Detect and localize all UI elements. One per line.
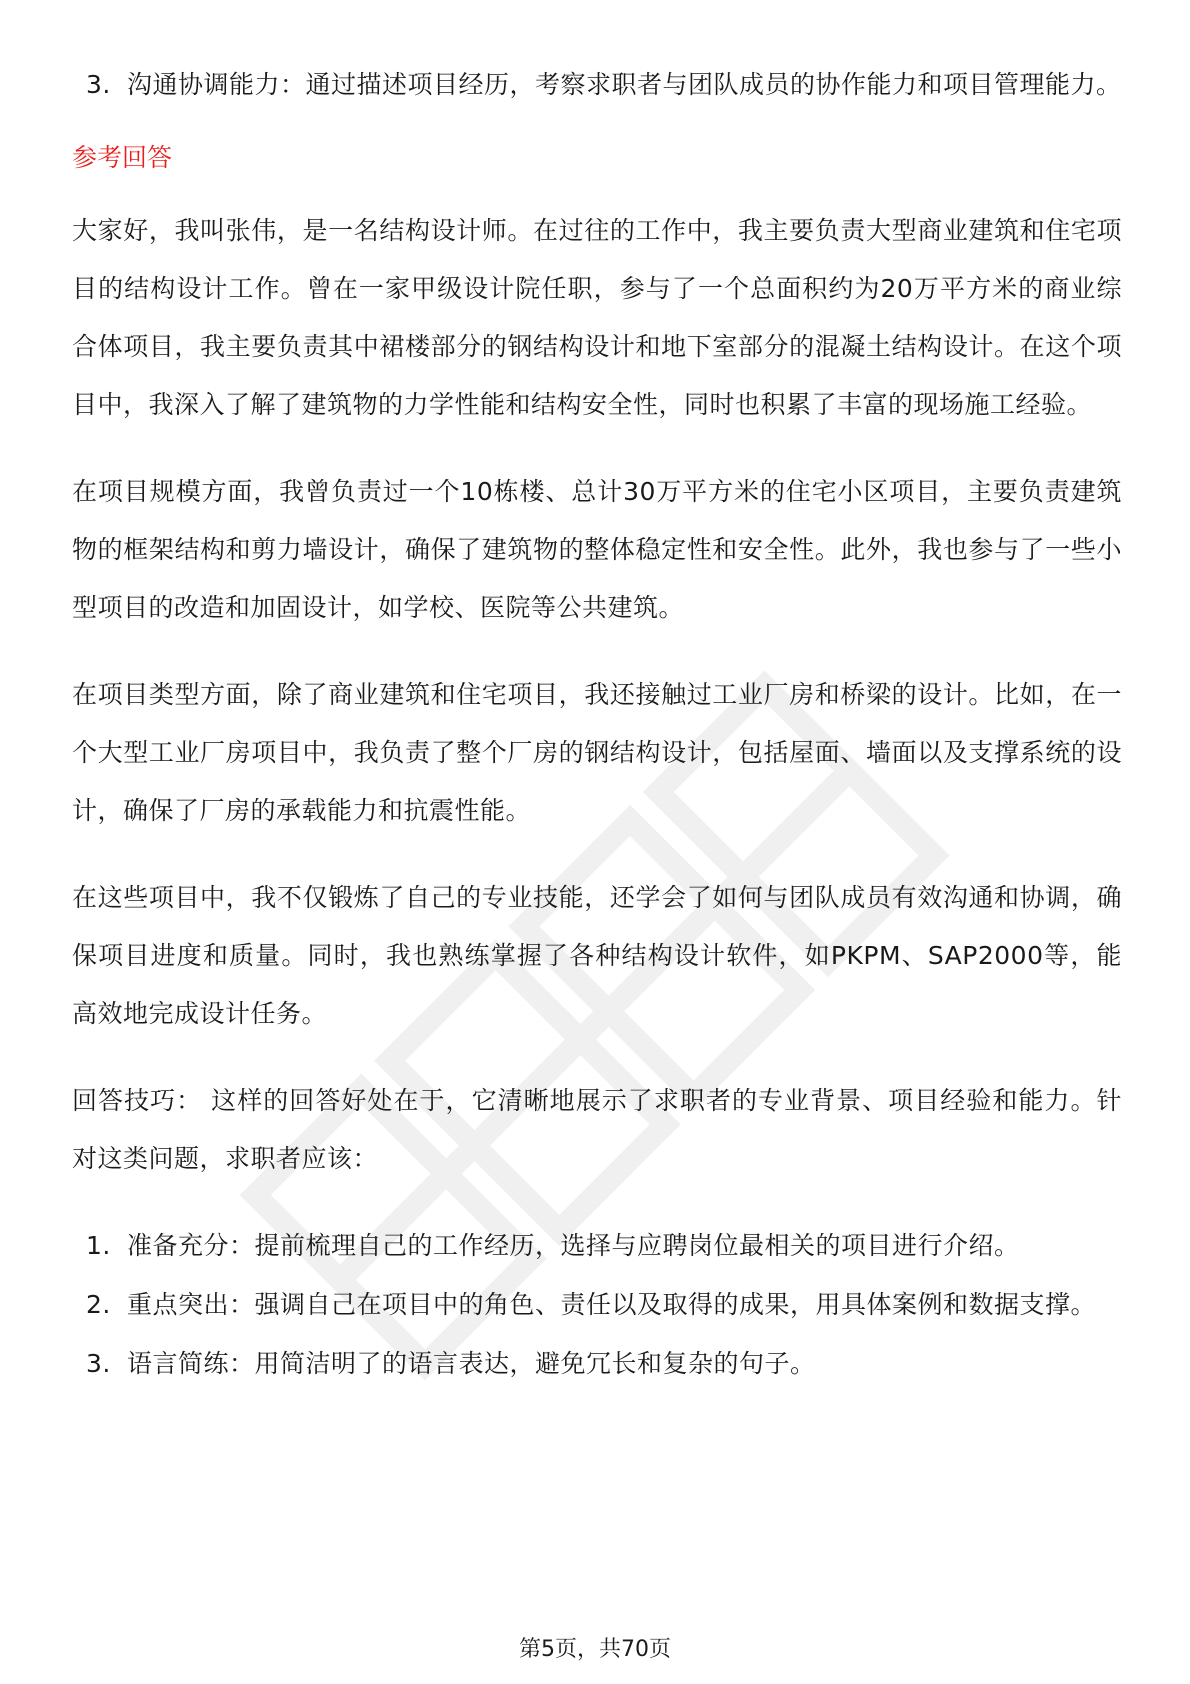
paragraph-scale: 在项目规模方面，我曾负责过一个10栋楼、总计30万平方米的住宅小区项目，主要负责建筑物的框架结构和剪力墙设计，确保了建筑物的整体稳定性和安全性。此外，我也参与了一些小型项目的改造和加固设计，如学校、医院等公共建筑。 bbox=[72, 477, 1122, 622]
paragraph-intro: 大家好，我叫张伟，是一名结构设计师。在过往的工作中，我主要负责大型商业建筑和住宅项目的结构设计工作。曾在一家甲级设计院任职，参与了一个总面积约为20万平方米的商业综合体项目，我主要负责其中裙楼部分的钢结构设计和地下室部分的混凝土结构设计。在这个项目中，我深入了解了建筑物的力学性能和结构安全性，同时也积累了丰富的现场施工经验。 bbox=[72, 216, 1122, 419]
paragraph-skills: 在这些项目中，我不仅锻炼了自己的专业技能，还学会了如何与团队成员有效沟通和协调，确保项目进度和质量。同时，我也熟练掌握了各种结构设计软件，如PKPM、SAP2000等，能高效地完成设计任务。 bbox=[72, 883, 1122, 1028]
list-number: 3. bbox=[86, 1349, 111, 1378]
main-content bbox=[72, 56, 1122, 1394]
list-text: 重点突出：强调自己在项目中的角色、责任以及取得的成果，用具体案例和数据支撑。 bbox=[127, 1290, 1097, 1319]
list-item bbox=[72, 1276, 1122, 1333]
list-text: 沟通协调能力：通过描述项目经历，考察求职者与团队成员的协作能力和项目管理能力。 bbox=[127, 70, 1122, 99]
list-number: 1. bbox=[86, 1231, 111, 1260]
list-item bbox=[72, 1217, 1122, 1274]
list-item bbox=[72, 56, 1122, 113]
paragraph-types: 在项目类型方面，除了商业建筑和住宅项目，我还接触过工业厂房和桥梁的设计。比如，在一个大型工业厂房项目中，我负责了整个厂房的钢结构设计，包括屋面、墙面以及支撑系统的设计，确保了厂房的承载能力和抗震性能。 bbox=[72, 680, 1122, 825]
section-heading: 参考回答 bbox=[72, 143, 173, 172]
list-number: 3. bbox=[86, 70, 111, 99]
tips-list bbox=[72, 1217, 1122, 1392]
list-number: 2. bbox=[86, 1290, 111, 1319]
paragraph-tips-intro: 回答技巧： 这样的回答好处在于，它清晰地展示了求职者的专业背景、项目经验和能力。针对这类问题，求职者应该： bbox=[72, 1086, 1122, 1173]
list-text: 准备充分：提前梳理自己的工作经历，选择与应聘岗位最相关的项目进行介绍。 bbox=[127, 1231, 1020, 1260]
list-item bbox=[72, 1335, 1122, 1392]
page-footer: 第5页，共70页 bbox=[519, 1637, 671, 1662]
list-text: 语言简练：用简洁明了的语言表达，避免冗长和复杂的句子。 bbox=[127, 1349, 816, 1378]
